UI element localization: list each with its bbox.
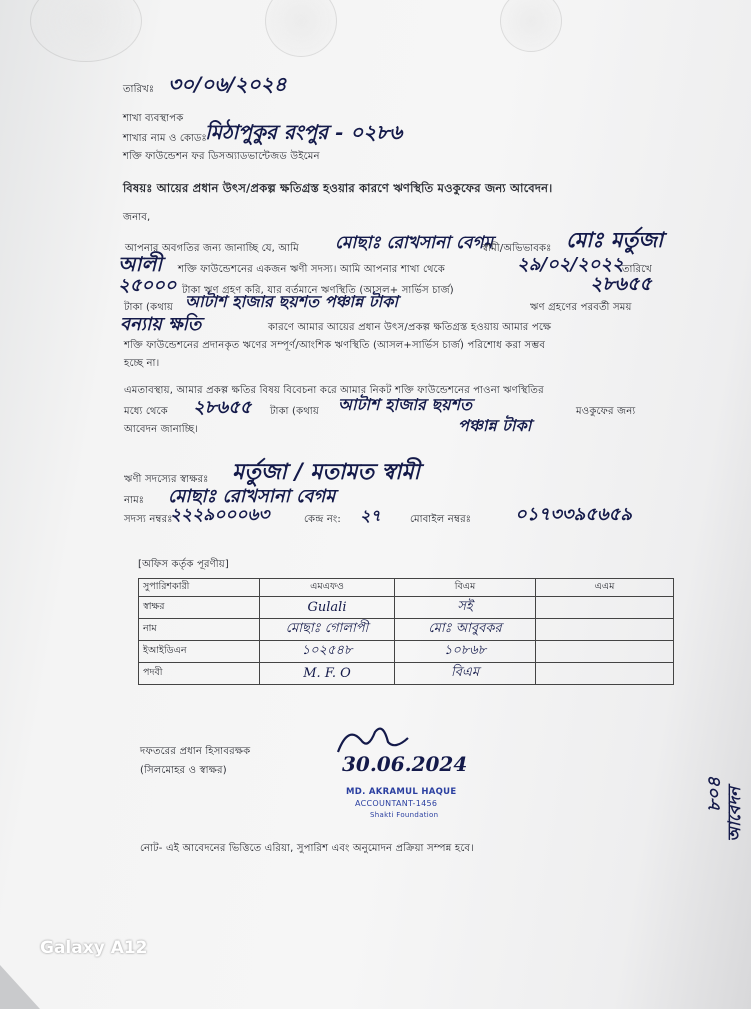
body-text: মওকুফের জন্য bbox=[576, 406, 636, 417]
body-text: এমতাবস্থায়, আমার প্রকল্প ক্ষতির বিষয় বিবেচনা করে আমার নিকট শক্তি ফাউন্ডেশনের পাওনা ঋণস্থিতির bbox=[124, 385, 544, 396]
branch-label: শাখার নাম ও কোডঃ bbox=[123, 133, 207, 144]
body-text: আপনার অবগতির জন্য জানাচ্ছি যে, আমি bbox=[125, 243, 299, 254]
margin-note: ৮০৪ bbox=[704, 776, 725, 812]
am-cell bbox=[536, 619, 674, 641]
am-cell bbox=[536, 663, 674, 685]
accountant-label: দফতরের প্রধান হিসাবরক্ষক bbox=[140, 746, 251, 757]
org-line: শক্তি ফাউন্ডেশন ফর ডিসঅ্যাডভান্টেজড উইমেন bbox=[123, 151, 320, 162]
body-text: হচ্ছে না। bbox=[124, 358, 160, 369]
footnote: নোট- এই আবেদনের ভিত্তিতে এরিয়া, সুপারিশ এবং অনুমোদন প্রক্রিয়া সম্পন্ন হবে। bbox=[140, 843, 474, 854]
manager-line: শাখা ব্যবস্থাপক bbox=[123, 113, 184, 124]
sign-label: ঋণী সদস্যের স্বাক্ষরঃ bbox=[124, 474, 209, 485]
body-text: ঋণ গ্রহণের পরবর্তী সময় bbox=[530, 302, 632, 313]
body-text: শক্তি ফাউন্ডেশনের প্রদানকৃত ঋণের সম্পূর্ণ/আংশিক ঋণস্থিতি (আসল+সার্ভিস চার্জ) পরিশোধ করা সম্ভব bbox=[124, 340, 546, 351]
date-value: ৩০/০৬/২০২৪ bbox=[168, 72, 287, 96]
mfo-name: মোছাঃ গোলাপী bbox=[285, 621, 369, 636]
member-no-hw: ২২২৯০০০৬৩ bbox=[170, 505, 270, 525]
subject-line: বিষয়ঃ আয়ের প্রধান উৎস/প্রকল্প ক্ষতিগ্রস্ত হওয়ার কারণে ঋণস্থিতি মওকুফের জন্য আবেদন। bbox=[123, 181, 553, 195]
guardian-name-hw: মোঃ মর্তুজা bbox=[566, 227, 664, 252]
margin-sign: আবেদন bbox=[725, 786, 745, 842]
am-cell bbox=[536, 597, 674, 619]
mobile-label: মোবাইল নম্বরঃ bbox=[410, 514, 472, 525]
body-text: টাকা ঋণ গ্রহণ করি, যার বর্তমানে ঋণস্থিতি (আসল+ সার্ভিস চার্জ) bbox=[182, 285, 454, 296]
body-text: শক্তি ফাউন্ডেশনের একজন ঋণী সদস্য। আমি আপনার শাখা থেকে bbox=[178, 264, 445, 275]
stamp-line: Shakti Foundation bbox=[370, 811, 439, 819]
mfo-signature: Gulali bbox=[307, 600, 347, 615]
loan-amount-hw: ২৫০০০ bbox=[118, 275, 177, 296]
stamp-line: ACCOUNTANT-1456 bbox=[355, 799, 438, 808]
punch-mark bbox=[500, 0, 562, 52]
name-value-hw: মোছাঃ রোখসানা বেগম bbox=[168, 486, 336, 507]
body-text: মধ্যে থেকে bbox=[124, 406, 168, 417]
recommendation-table bbox=[138, 578, 674, 685]
table-header-cell: এমএফও bbox=[260, 579, 395, 597]
loan-date-hw: ২৯/০২/২০২২ bbox=[517, 254, 624, 275]
bm-designation: বিএম bbox=[450, 665, 480, 680]
body-text: টাকা (কথায় bbox=[270, 406, 319, 417]
name-label: নামঃ bbox=[124, 495, 145, 506]
waiver-words-hw: আটাশ হাজার ছয়শত bbox=[338, 395, 473, 414]
center-no-hw: ২৭ bbox=[360, 506, 381, 525]
balance-words-hw: আটাশ হাজার ছয়শত পঞ্চান্ন টাকা bbox=[185, 292, 398, 311]
waiver-amount-hw: ২৮৬৫৫ bbox=[193, 397, 252, 418]
bm-name: মোঃ আবুবকর bbox=[428, 621, 502, 636]
branch-value: মিঠাপুকুর রংপুর - ০২৮৬ bbox=[205, 120, 403, 144]
mfo-designation: M. F. O bbox=[303, 666, 351, 681]
page-fold bbox=[0, 965, 40, 1009]
row-label: নাম bbox=[139, 619, 260, 641]
body-text: তারিখে bbox=[622, 264, 652, 275]
stamp-name: MD. AKRAMUL HAQUE bbox=[346, 787, 457, 797]
accountant-sign-date: 30.06.2024 bbox=[342, 752, 468, 776]
am-cell bbox=[536, 641, 674, 663]
body-text: স্বামী/অভিভাবকঃ bbox=[482, 243, 552, 254]
mfo-id: ১০২৫৪৮ bbox=[301, 643, 353, 658]
bm-id: ১০৮৬৮ bbox=[443, 643, 487, 658]
waiver-words-2-hw: পঞ্চান্ন টাকা bbox=[458, 416, 532, 435]
member-signature: মর্তুজা / মতামত স্বামী bbox=[232, 459, 420, 485]
row-label: পদবী bbox=[139, 663, 260, 685]
office-use-label: [অফিস কর্তৃক পূরণীয়] bbox=[138, 559, 229, 570]
member-name-hw: মোছাঃ রোখসানা বেগম bbox=[335, 233, 493, 253]
reason-hw: বন্যায় ক্ষতি bbox=[120, 314, 202, 335]
body-text: কারণে আমার আয়ের প্রধান উৎস/প্রকল্প ক্ষতিগ্রস্ত হওয়ায় আমার পক্ষে bbox=[268, 322, 552, 333]
row-label: ইআইডিএন bbox=[139, 641, 260, 663]
table-header-cell: সুপারিশকারী bbox=[139, 579, 260, 597]
mobile-hw: ০১৭৩৩৯৫৬৫৯ bbox=[515, 504, 632, 525]
date-label: তারিখঃ bbox=[123, 84, 155, 95]
member-no-label: সদস্য নম্বরঃ bbox=[124, 514, 173, 525]
table-row bbox=[139, 619, 674, 641]
bm-signature: সই bbox=[457, 599, 473, 614]
table-row bbox=[139, 597, 674, 619]
punch-mark bbox=[30, 0, 142, 62]
accountant-seal-label: (সিলমোহর ও স্বাক্ষর) bbox=[140, 765, 227, 776]
body-text: টাকা (কথায় bbox=[124, 302, 173, 313]
balance-hw: ২৮৬৫৫ bbox=[590, 273, 652, 295]
body-text: আবেদন জানাচ্ছি। bbox=[124, 424, 199, 435]
table-header-cell: বিএম bbox=[395, 579, 536, 597]
punch-mark bbox=[265, 0, 337, 57]
guardian-name-2-hw: আলী bbox=[118, 252, 162, 276]
table-header-cell: এএম bbox=[536, 579, 674, 597]
row-label: স্বাক্ষর bbox=[139, 597, 260, 619]
center-label: কেন্দ্র নং: bbox=[304, 514, 341, 525]
camera-watermark: Galaxy A12 bbox=[40, 938, 148, 958]
salutation: জনাব, bbox=[123, 212, 151, 223]
table-header-row bbox=[139, 579, 674, 597]
table-row bbox=[139, 641, 674, 663]
table-row bbox=[139, 663, 674, 685]
